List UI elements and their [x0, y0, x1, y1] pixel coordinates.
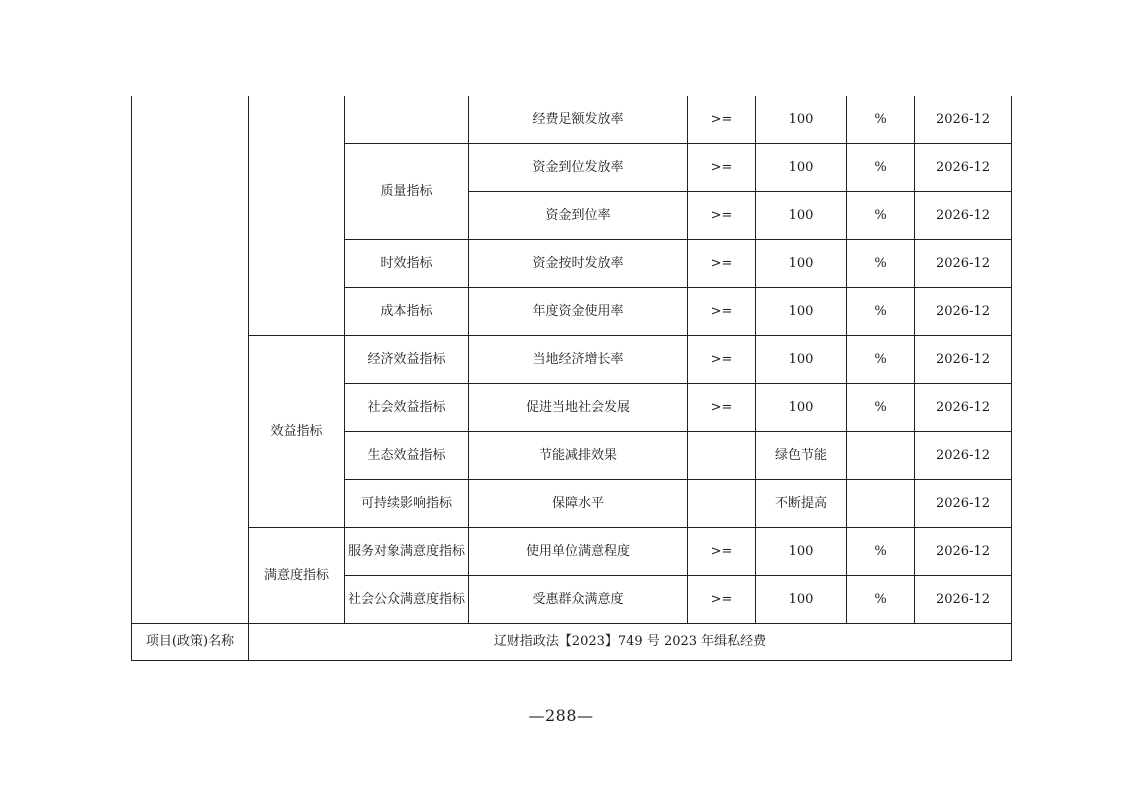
deadline-cell: 2026-12	[915, 144, 1012, 192]
unit-cell: %	[847, 240, 915, 288]
operator-cell: >=	[688, 144, 756, 192]
operator-cell: >=	[688, 528, 756, 576]
value-cell: 100	[756, 96, 847, 144]
unit-cell	[847, 480, 915, 528]
level3-cell: 社会效益指标	[345, 384, 469, 432]
level3-cell: 成本指标	[345, 288, 469, 336]
deadline-cell: 2026-12	[915, 96, 1012, 144]
indicator-cell: 受惠群众满意度	[469, 576, 688, 624]
deadline-cell: 2026-12	[915, 384, 1012, 432]
indicator-cell: 使用单位满意程度	[469, 528, 688, 576]
value-cell: 100	[756, 336, 847, 384]
level2-cell: 效益指标	[249, 336, 345, 528]
operator-cell: >=	[688, 576, 756, 624]
unit-cell: %	[847, 384, 915, 432]
indicator-cell: 节能减排效果	[469, 432, 688, 480]
level3-cell	[345, 96, 469, 144]
operator-cell: >=	[688, 192, 756, 240]
operator-cell: >=	[688, 96, 756, 144]
level3-cell: 时效指标	[345, 240, 469, 288]
unit-cell: %	[847, 96, 915, 144]
level3-cell: 生态效益指标	[345, 432, 469, 480]
value-cell: 绿色节能	[756, 432, 847, 480]
value-cell: 100	[756, 288, 847, 336]
deadline-cell: 2026-12	[915, 432, 1012, 480]
unit-cell: %	[847, 528, 915, 576]
value-cell: 100	[756, 576, 847, 624]
table-row	[132, 336, 1012, 384]
indicator-cell: 促进当地社会发展	[469, 384, 688, 432]
unit-cell: %	[847, 192, 915, 240]
deadline-cell: 2026-12	[915, 288, 1012, 336]
deadline-cell: 2026-12	[915, 192, 1012, 240]
indicator-cell: 资金到位发放率	[469, 144, 688, 192]
value-cell: 100	[756, 528, 847, 576]
indicator-cell: 经费足额发放率	[469, 96, 688, 144]
level3-cell: 经济效益指标	[345, 336, 469, 384]
level2-cell: 满意度指标	[249, 528, 345, 624]
indicator-cell: 资金到位率	[469, 192, 688, 240]
level3-cell: 质量指标	[345, 144, 469, 240]
operator-cell	[688, 480, 756, 528]
operator-cell	[688, 432, 756, 480]
level3-cell: 可持续影响指标	[345, 480, 469, 528]
operator-cell: >=	[688, 240, 756, 288]
level3-cell: 服务对象满意度指标	[345, 528, 469, 576]
indicator-cell: 保障水平	[469, 480, 688, 528]
operator-cell: >=	[688, 384, 756, 432]
level3-cell: 社会公众满意度指标	[345, 576, 469, 624]
indicator-cell: 年度资金使用率	[469, 288, 688, 336]
deadline-cell: 2026-12	[915, 480, 1012, 528]
unit-cell: %	[847, 336, 915, 384]
unit-cell	[847, 432, 915, 480]
deadline-cell: 2026-12	[915, 240, 1012, 288]
value-cell: 100	[756, 144, 847, 192]
unit-cell: %	[847, 576, 915, 624]
table-row	[132, 528, 1012, 576]
value-cell: 100	[756, 192, 847, 240]
operator-cell: >=	[688, 336, 756, 384]
value-cell: 不断提高	[756, 480, 847, 528]
table-row	[132, 96, 1012, 144]
indicator-cell: 资金按时发放率	[469, 240, 688, 288]
project-name-row	[132, 624, 1012, 661]
page-number: —288—	[528, 706, 594, 725]
deadline-cell: 2026-12	[915, 528, 1012, 576]
unit-cell: %	[847, 288, 915, 336]
performance-indicator-table	[131, 96, 1012, 661]
level2-cell	[249, 96, 345, 336]
value-cell: 100	[756, 384, 847, 432]
operator-cell: >=	[688, 288, 756, 336]
indicator-cell: 当地经济增长率	[469, 336, 688, 384]
deadline-cell: 2026-12	[915, 576, 1012, 624]
project-name-value: 辽财指政法【2023】749 号 2023 年缉私经费	[249, 624, 1012, 661]
level1-cell	[132, 96, 249, 624]
unit-cell: %	[847, 144, 915, 192]
deadline-cell: 2026-12	[915, 336, 1012, 384]
value-cell: 100	[756, 240, 847, 288]
project-name-label: 项目(政策)名称	[132, 624, 249, 661]
